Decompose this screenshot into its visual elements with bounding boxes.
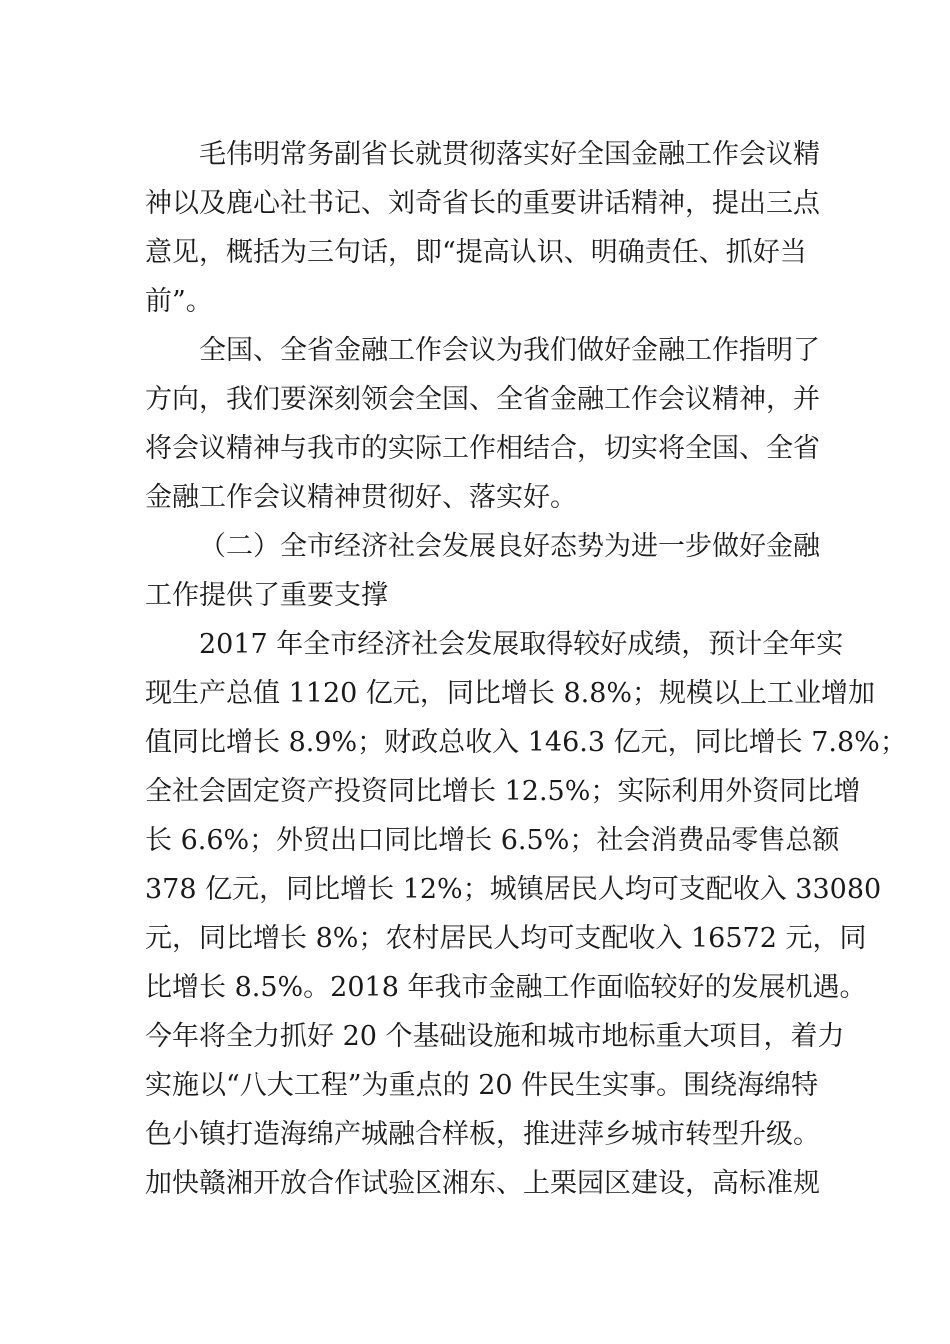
text-line: 神以及鹿心社书记、刘奇省长的重要讲话精神，提出三点: [145, 188, 820, 219]
section-heading-line: 工作提供了重要支撑: [145, 580, 388, 611]
text-line: 毛伟明常务副省长就贯彻落实好全国金融工作会议精: [199, 139, 820, 170]
text-line: 方向，我们要深刻领会全国、全省金融工作会议精神，并: [145, 384, 820, 415]
text-line: 现生产总值 1120 亿元，同比增长 8.8%；规模以上工业增加: [145, 678, 876, 709]
text-line: 今年将全力抓好 20 个基础设施和城市地标重大项目，着力: [145, 1021, 845, 1052]
text-line: 金融工作会议精神贯彻好、落实好。: [145, 482, 577, 513]
section-heading-line: （二）全市经济社会发展良好态势为进一步做好金融: [199, 531, 820, 562]
text-line: 实施以“八大工程”为重点的 20 件民生实事。围绕海绵特: [145, 1070, 819, 1101]
text-line: 色小镇打造海绵产城融合样板，推进萍乡城市转型升级。: [145, 1119, 820, 1150]
text-line: 意见，概括为三句话，即“提高认识、明确责任、抓好当: [145, 237, 807, 268]
text-line: 比增长 8.5%。2018 年我市金融工作面临较好的发展机遇。: [145, 972, 867, 1003]
text-line: 全国、全省金融工作会议为我们做好金融工作指明了: [199, 335, 820, 366]
text-line: 加快赣湘开放合作试验区湘东、上栗园区建设，高标准规: [145, 1168, 820, 1199]
text-line: 值同比增长 8.9%；财政总收入 146.3 亿元，同比增长 7.8%；: [145, 727, 907, 758]
text-line: 前”。: [145, 286, 213, 317]
text-line: 长 6.6%；外贸出口同比增长 6.5%；社会消费品零售总额: [145, 825, 840, 856]
text-line: 将会议精神与我市的实际工作相结合，切实将全国、全省: [145, 433, 820, 464]
text-line: 2017 年全市经济社会发展取得较好成绩，预计全年实: [199, 629, 844, 660]
text-line: 全社会固定资产投资同比增长 12.5%；实际利用外资同比增: [145, 776, 861, 807]
text-line: 元，同比增长 8%；农村居民人均可支配收入 16572 元，同: [145, 923, 867, 954]
text-line: 378 亿元，同比增长 12%；城镇居民人均可支配收入 33080: [145, 874, 882, 905]
